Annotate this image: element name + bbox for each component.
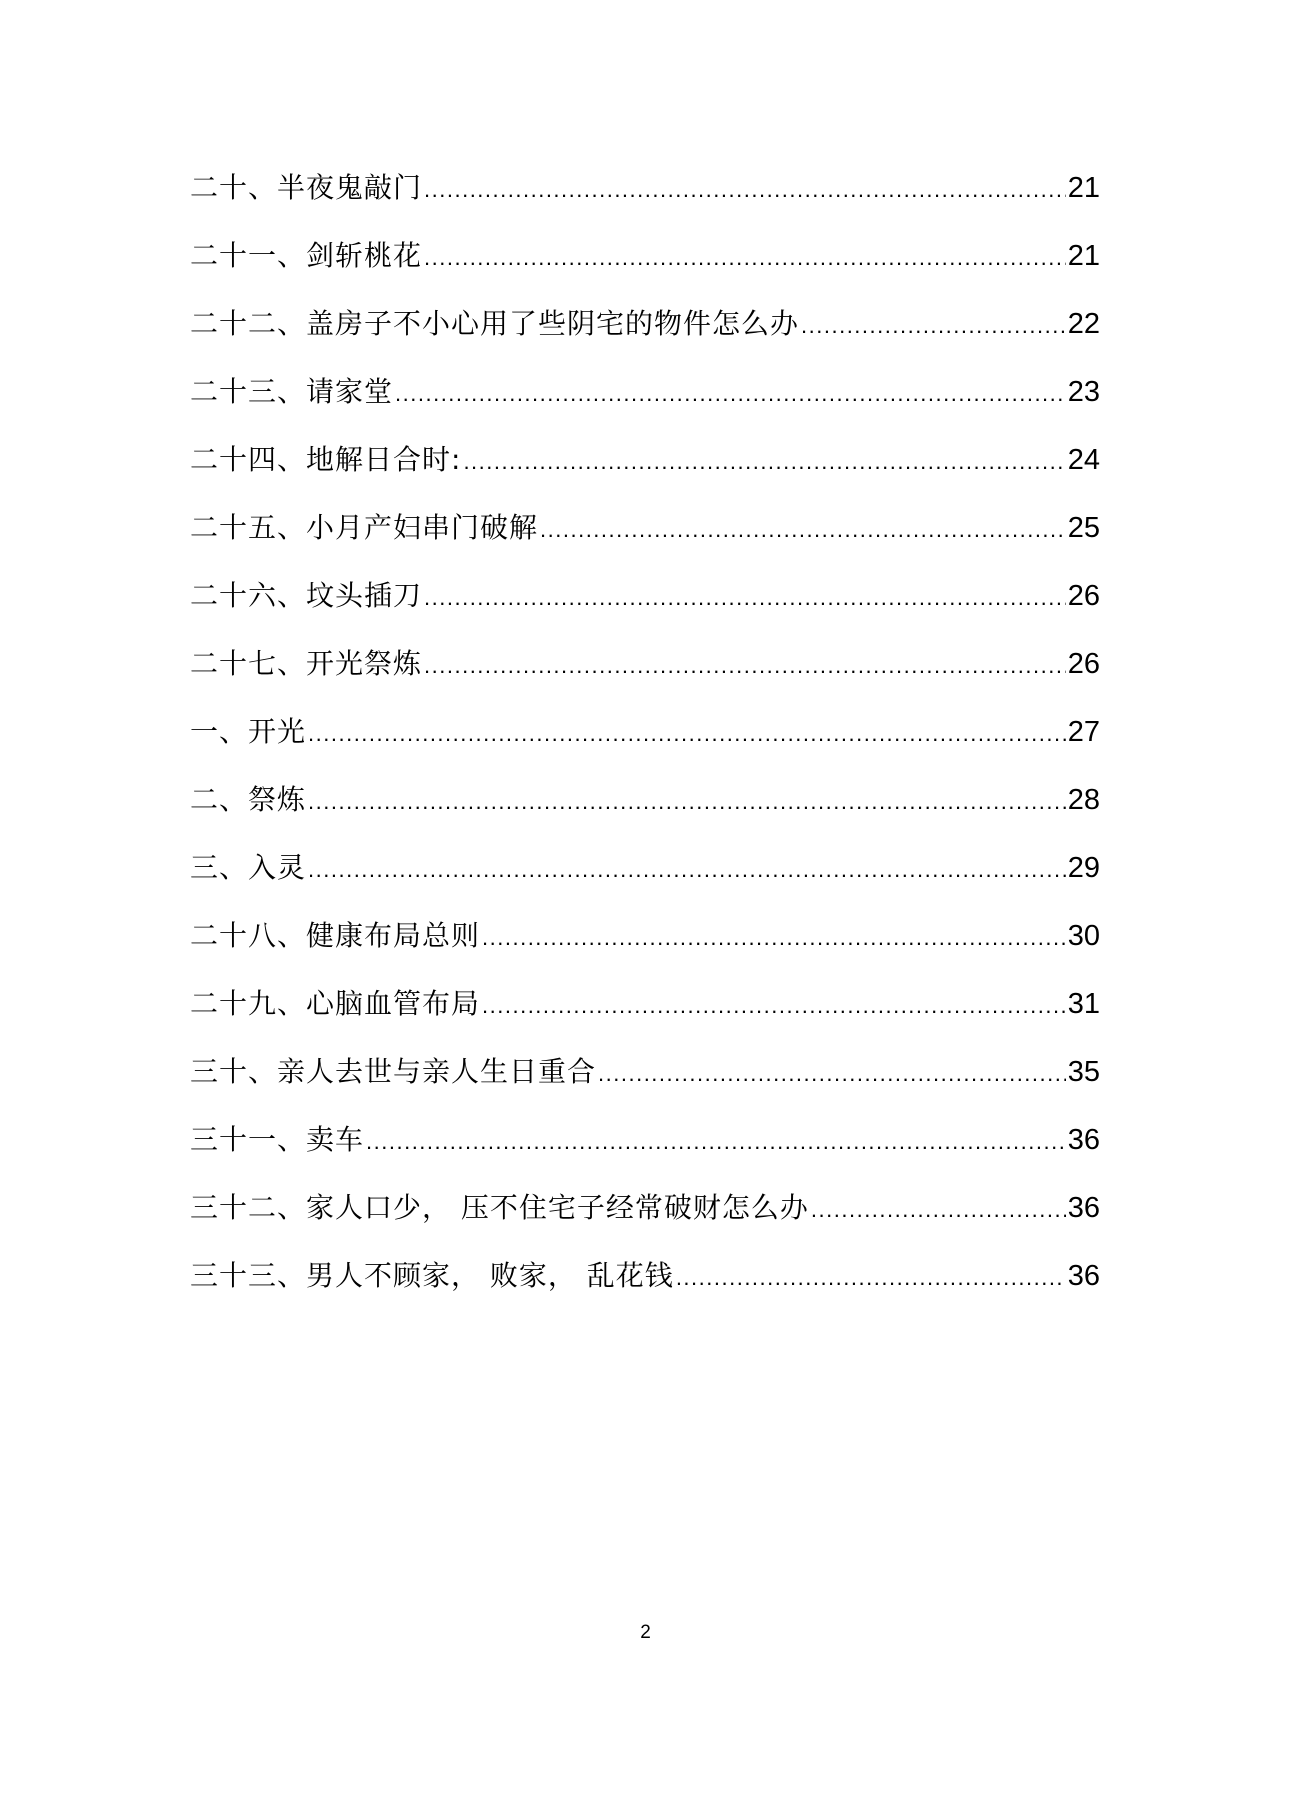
- dot-leader: [308, 842, 1066, 898]
- toc-entry[interactable]: [190, 432, 1100, 500]
- toc-entry-title: 三十二、家人口少， 压不住宅子经常破财怎么办: [190, 1191, 809, 1224]
- toc-entry[interactable]: [190, 228, 1100, 296]
- dot-leader: [424, 638, 1066, 694]
- dot-leader: [811, 1182, 1066, 1238]
- toc-entry[interactable]: [190, 1112, 1100, 1180]
- toc-entry-title: 三十一、卖车: [190, 1123, 365, 1156]
- toc-entry[interactable]: [190, 772, 1100, 840]
- toc-entry-page: 36: [1067, 1192, 1100, 1224]
- toc-entry[interactable]: [190, 704, 1100, 772]
- toc-entry[interactable]: [190, 160, 1100, 228]
- toc-entry-page: 26: [1067, 580, 1100, 612]
- toc-entry-page: 30: [1067, 920, 1100, 952]
- toc-entry-page: 23: [1067, 376, 1100, 408]
- dot-leader: [676, 1250, 1066, 1306]
- toc-entry-page: 21: [1067, 240, 1100, 272]
- dot-leader: [308, 774, 1066, 830]
- toc-entry[interactable]: [190, 568, 1100, 636]
- toc-entry-page: 22: [1067, 308, 1100, 340]
- toc-entry-title: 二十七、开光祭炼: [190, 647, 423, 680]
- toc-entry-title: 二十八、健康布局总则: [190, 919, 481, 952]
- toc-entry[interactable]: [190, 296, 1100, 364]
- toc-entry-page: 27: [1067, 716, 1100, 748]
- dot-leader: [308, 706, 1066, 762]
- toc-entry-title: 三十三、男人不顾家， 败家， 乱花钱: [190, 1259, 674, 1292]
- toc-entry-page: 36: [1067, 1124, 1100, 1156]
- toc-entry-title: 二十四、地解日合时:: [190, 443, 462, 476]
- dot-leader: [482, 978, 1066, 1034]
- toc-entry[interactable]: [190, 1044, 1100, 1112]
- toc-entry-page: 28: [1067, 784, 1100, 816]
- toc-entry-title: 二十、半夜鬼敲门: [190, 171, 423, 204]
- toc-entry-title: 二十一、剑斩桃花: [190, 239, 423, 272]
- toc-entry[interactable]: [190, 1180, 1100, 1248]
- dot-leader: [598, 1046, 1066, 1102]
- toc-entry-title: 二、祭炼: [190, 783, 307, 816]
- toc-entry[interactable]: [190, 1248, 1100, 1316]
- toc-entry-page: 26: [1067, 648, 1100, 680]
- toc-entry[interactable]: [190, 976, 1100, 1044]
- dot-leader: [463, 434, 1065, 490]
- dot-leader: [482, 910, 1066, 966]
- dot-leader: [540, 502, 1066, 558]
- toc-entry-title: 二十六、坟头插刀: [190, 579, 423, 612]
- toc-entry-title: 一、开光: [190, 715, 307, 748]
- toc-entry-page: 21: [1067, 172, 1100, 204]
- dot-leader: [366, 1114, 1066, 1170]
- toc-entry-page: 36: [1067, 1260, 1100, 1292]
- toc-entry-title: 二十二、盖房子不小心用了些阴宅的物件怎么办: [190, 307, 800, 340]
- toc-entry-title: 三十、亲人去世与亲人生日重合: [190, 1055, 597, 1088]
- toc-entry[interactable]: [190, 636, 1100, 704]
- dot-leader: [424, 162, 1066, 218]
- toc-entry-page: 25: [1067, 512, 1100, 544]
- toc-entry[interactable]: [190, 364, 1100, 432]
- toc-entry[interactable]: [190, 908, 1100, 976]
- toc-entry-page: 35: [1067, 1056, 1100, 1088]
- toc-entry[interactable]: [190, 840, 1100, 908]
- toc-entry-title: 二十三、请家堂: [190, 375, 394, 408]
- toc-entry-page: 31: [1067, 988, 1100, 1020]
- dot-leader: [395, 366, 1066, 422]
- toc-entry[interactable]: [190, 500, 1100, 568]
- table-of-contents: [190, 160, 1100, 1316]
- toc-entry-page: 29: [1067, 852, 1100, 884]
- page-number: 2: [640, 1622, 651, 1643]
- toc-entry-title: 三、入灵: [190, 851, 307, 884]
- dot-leader: [424, 570, 1066, 626]
- toc-entry-title: 二十九、心脑血管布局: [190, 987, 481, 1020]
- dot-leader: [801, 298, 1066, 354]
- toc-entry-title: 二十五、小月产妇串门破解: [190, 511, 539, 544]
- toc-entry-page: 24: [1067, 444, 1100, 476]
- dot-leader: [424, 230, 1066, 286]
